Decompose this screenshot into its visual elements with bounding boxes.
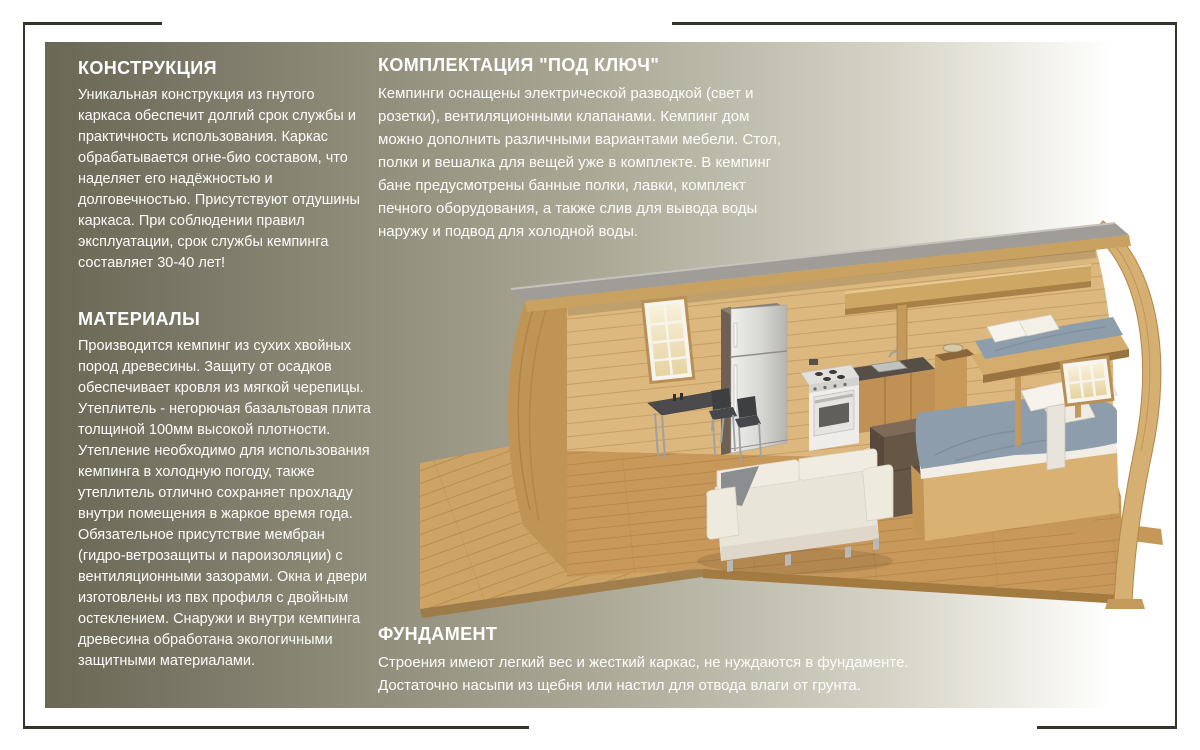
materials-heading: МАТЕРИАЛЫ (78, 309, 201, 329)
window-left (641, 296, 696, 384)
section-foundation (378, 624, 923, 697)
window-right (1059, 355, 1114, 407)
stove (801, 359, 859, 451)
camping-house-illustration (415, 205, 1165, 625)
frame-line-bottom-left (23, 726, 529, 729)
foundation-heading: ФУНДАМЕНТ (378, 624, 498, 644)
frame-line-right (1175, 22, 1177, 729)
turnkey-body: Кемпинги оснащены электрической разводкой (свет и розетки), вентиляционными клапанами. Кемпинг дом можно дополнить различными вариантами мебели. Стол, полки и вешалка для вещей уже в комплекте. В кемпинг бане предусмотрены банные полки, лавки, комплект печного оборудования, а также слив для вывода воды наружу и подвод для холодной воды. (378, 85, 781, 240)
materials-body: Производится кемпинг из сухих хвойных пород древесины. Защиту от осадков обеспечивает кровля из мягкой черепицы. Утеплитель - негорючая базальтовая плита толщиной 100мм высокой плотности. Утепление необходимо для использования кемпинга в холодную погоду, также утеплитель отлично сохраняет прохладу внутри помещения в жаркое время года. Обязательное присутствие мембран (гидро-ветрозащиты и пароизоляции) с вентиляционными зазорами. Окна и двери изготовлены из пвх профиля с двойным остеклением. Снаружи и внутри кемпинга древесина обработана экологичными защитными материалами. (78, 338, 371, 669)
foundation-body: Строения имеют легкий вес и жесткий каркас, не нуждаются в фундаменте. Достаточно насыпи из щебня или настил для отвода влаги от грунта. (378, 654, 909, 694)
frame-line-bottom-right (1037, 726, 1177, 729)
turnkey-heading: КОМПЛЕКТАЦИЯ "ПОД КЛЮЧ" (378, 55, 660, 75)
frame-line-left (23, 22, 25, 729)
frame-line-top-left (23, 22, 162, 25)
construction-heading: КОНСТРУКЦИЯ (78, 58, 217, 78)
fridge (721, 303, 787, 455)
section-materials (78, 309, 371, 672)
frame-line-top-right (672, 22, 1177, 25)
section-construction (78, 58, 363, 274)
construction-body: Уникальная конструкция из гнутого каркаса обеспечит долгий срок службы и практичность использования. Каркас обрабатывается огне-био составом, что наделяет его надёжностью и долговечностью. Присутствуют отдушины каркаса. При соблюдении правил эксплуатации, срок службы кемпинга составляет 30-40 лет! (78, 87, 360, 271)
